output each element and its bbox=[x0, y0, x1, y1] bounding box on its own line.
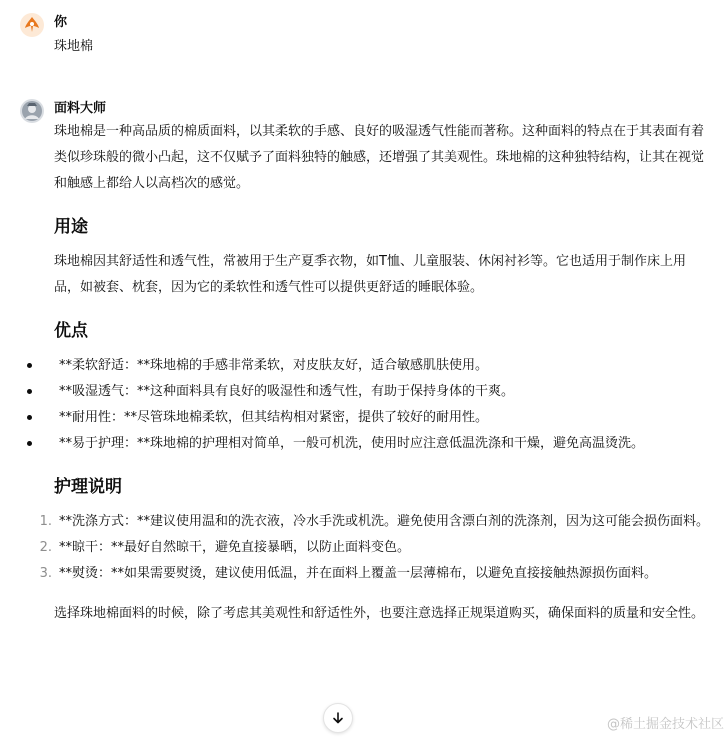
list-number: 2. bbox=[39, 540, 52, 555]
list-number: 3. bbox=[39, 566, 52, 581]
list-item: **易于护理：**珠地棉的护理相对简单，一般可机洗，使用时应注意低温洗涤和干燥，避免高温烫洗。 bbox=[54, 431, 710, 457]
assistant-avatar-icon bbox=[20, 99, 44, 123]
intro-paragraph: 珠地棉是一种高品质的棉质面料，以其柔软的手感、良好的吸湿透气性能而著称。这种面料的特点在于其表面有着类似珍珠般的微小凸起，这不仅赋予了面料独特的触感，还增强了其美观性。珠地棉的这种独特结构，让其在视觉和触感上都给人以高档次的感觉。 bbox=[54, 124, 705, 191]
list-item bbox=[39, 535, 710, 561]
watermark: @稀土掘金技术社区 bbox=[606, 717, 724, 732]
list-item-text: **洗涤方式：**建议使用温和的洗衣液，冷水手洗或机洗。避免使用含漂白剂的洗涤剂，因为这可能会损伤面料。 bbox=[59, 514, 710, 529]
assistant-name: 面料大师 bbox=[54, 101, 107, 116]
list-item-text: **熨烫：**如果需要熨烫，建议使用低温，并在面料上覆盖一层薄棉布，以避免直接接触热源损伤面料。 bbox=[59, 566, 658, 581]
user-name: 你 bbox=[54, 15, 68, 30]
care-heading: 护理说明 bbox=[54, 477, 122, 497]
arrow-down-icon bbox=[331, 711, 345, 725]
user-avatar-icon bbox=[20, 13, 44, 37]
uses-heading: 用途 bbox=[54, 217, 88, 237]
care-list bbox=[39, 509, 710, 587]
list-item: **柔软舒适：**珠地棉的手感非常柔软，对皮肤友好，适合敏感肌肤使用。 bbox=[54, 353, 710, 379]
list-item bbox=[39, 509, 710, 535]
advantages-list bbox=[54, 353, 710, 457]
conclusion-paragraph: 选择珠地棉面料的时候，除了考虑其美观性和舒适性外，也要注意选择正规渠道购买，确保面料的质量和安全性。 bbox=[54, 606, 705, 621]
scroll-to-bottom-button[interactable] bbox=[323, 703, 353, 733]
list-item: **吸湿透气：**这种面料具有良好的吸湿性和透气性，有助于保持身体的干爽。 bbox=[54, 379, 710, 405]
uses-paragraph: 珠地棉因其舒适性和透气性，常被用于生产夏季衣物，如T恤、儿童服装、休闲衬衫等。它也适用于制作床上用品，如被套、枕套，因为它的柔软性和透气性可以提供更舒适的睡眠体验。 bbox=[54, 254, 686, 295]
list-item-text: **晾干：**最好自然晾干，避免直接暴晒，以防止面料变色。 bbox=[59, 540, 411, 555]
list-item bbox=[39, 561, 710, 587]
advantages-heading: 优点 bbox=[54, 321, 88, 341]
list-number: 1. bbox=[39, 514, 52, 529]
user-message-text: 珠地棉 bbox=[54, 39, 94, 54]
assistant-response bbox=[39, 119, 710, 627]
list-item: **耐用性：**尽管珠地棉柔软，但其结构相对紧密，提供了较好的耐用性。 bbox=[54, 405, 710, 431]
